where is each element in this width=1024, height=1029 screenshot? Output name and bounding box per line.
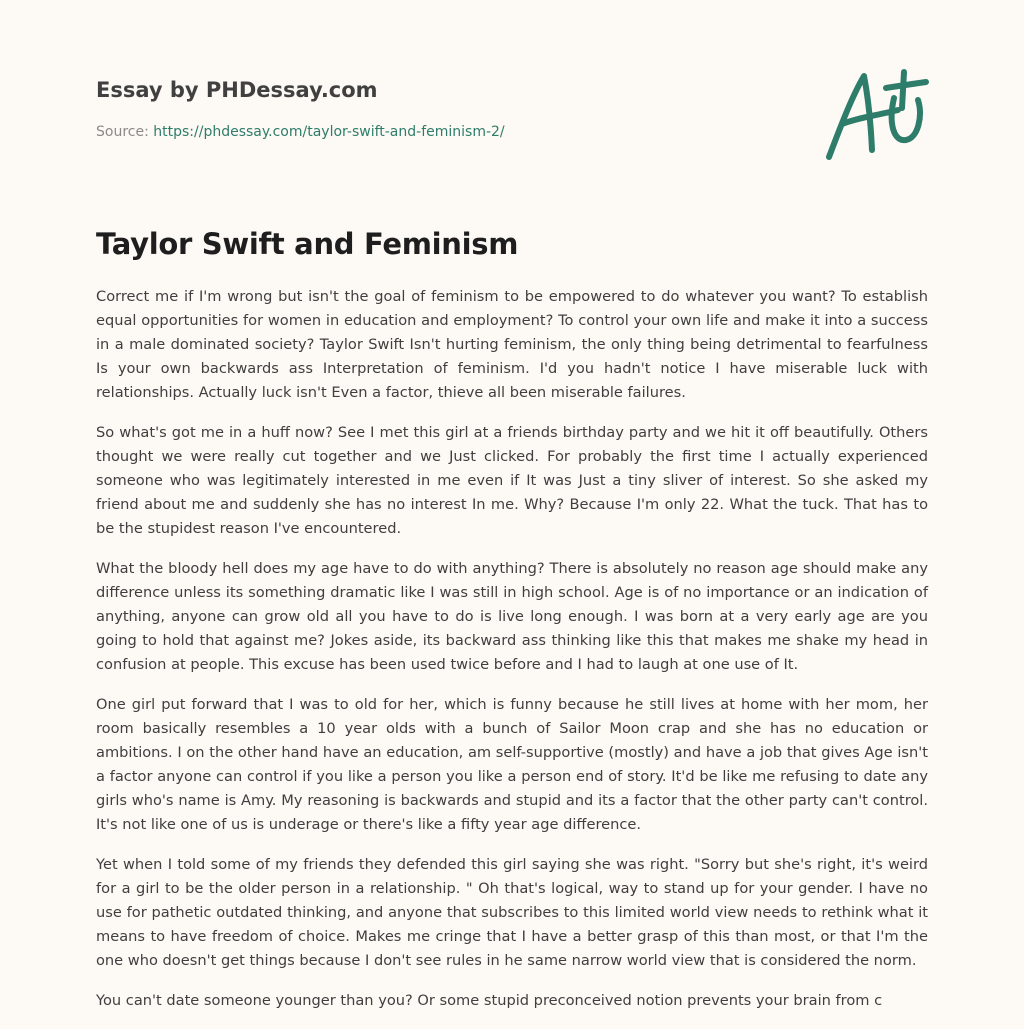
site-brand: Essay by PHDessay.com (96, 78, 378, 102)
essay-header (96, 76, 796, 142)
essay-paragraph: So what's got me in a huff now? See I met this girl at a friends birthday party and we hit it off beautifully. Others thought we were really cut together and we Just clicked. For probably the first time I actually experienced someone who was legitimately interested in me even if It was Just a tiny sliver of interest. So she asked my friend about me and suddenly she has no interest In me. Why? Because I'm only 22. What the tuck. That has to be the stupidest reason I've encountered. (96, 424, 928, 537)
source-link[interactable]: https://phdessay.com/taylor-swift-and-feminism-2/ (153, 124, 505, 140)
essay-paragraph: One girl put forward that I was to old for her, which is funny because he still lives at home with her mom, her room basically resembles a 10 year olds with a bunch of Sailor Moon crap and she has no education or ambitions. I on the other hand have an education, am self-supportive (mostly) and have a job that gives Age isn't a factor anyone can control if you like a person you like a person end of story. It'd be like me refusing to date any girls who's name is Amy. My reasoning is backwards and stupid and its a factor that the other party can't control. It's not like one of us is underage or there's like a fifty year age difference. (96, 696, 928, 833)
a-plus-grade-icon (822, 66, 930, 166)
source-label: Source: (96, 124, 154, 140)
essay-paragraph: Correct me if I'm wrong but isn't the goal of feminism to be empowered to do whatever you want? To establish equal opportunities for women in education and employment? To control your own life and make it into a success in a male dominated society? Taylor Swift Isn't hurting feminism, the only thing being detrimental to fearfulness Is your own backwards ass Interpretation of feminism. I'd you hadn't notice I have miserable luck with relationships. Actually luck isn't Even a factor, thieve all been miserable failures. (96, 288, 928, 401)
essay-paragraph: You can't date someone younger than you? Or some stupid preconceived notion prevents your brain from c (96, 992, 883, 1009)
essay-body (96, 285, 928, 1029)
essay-title: Taylor Swift and Feminism (96, 227, 519, 261)
essay-paragraph: What the bloody hell does my age have to do with anything? There is absolutely no reason age should make any difference unless its something dramatic like I was still in high school. Age is of no importance or an indication of anything, anyone can grow old all you have to do is live long enough. I was born at a very early age are you going to hold that against me? Jokes aside, its backward ass thinking like this that makes me shake my head in confusion at people. This excuse has been used twice before and I had to laugh at one use of It. (96, 560, 928, 673)
source-line (96, 122, 796, 142)
essay-paragraph: Yet when I told some of my friends they defended this girl saying she was right. "Sorry but she's right, it's weird for a girl to be the older person in a relationship. " Oh that's logical, way to stand up for your gender. I have no use for pathetic outdated thinking, and anyone that subscribes to this limited world view needs to rethink what it means to have freedom of choice. Makes me cringe that I have a better grasp of this than most, or that I'm the one who doesn't get things because I don't see rules in he same narrow world view that is considered the norm. (96, 856, 928, 969)
